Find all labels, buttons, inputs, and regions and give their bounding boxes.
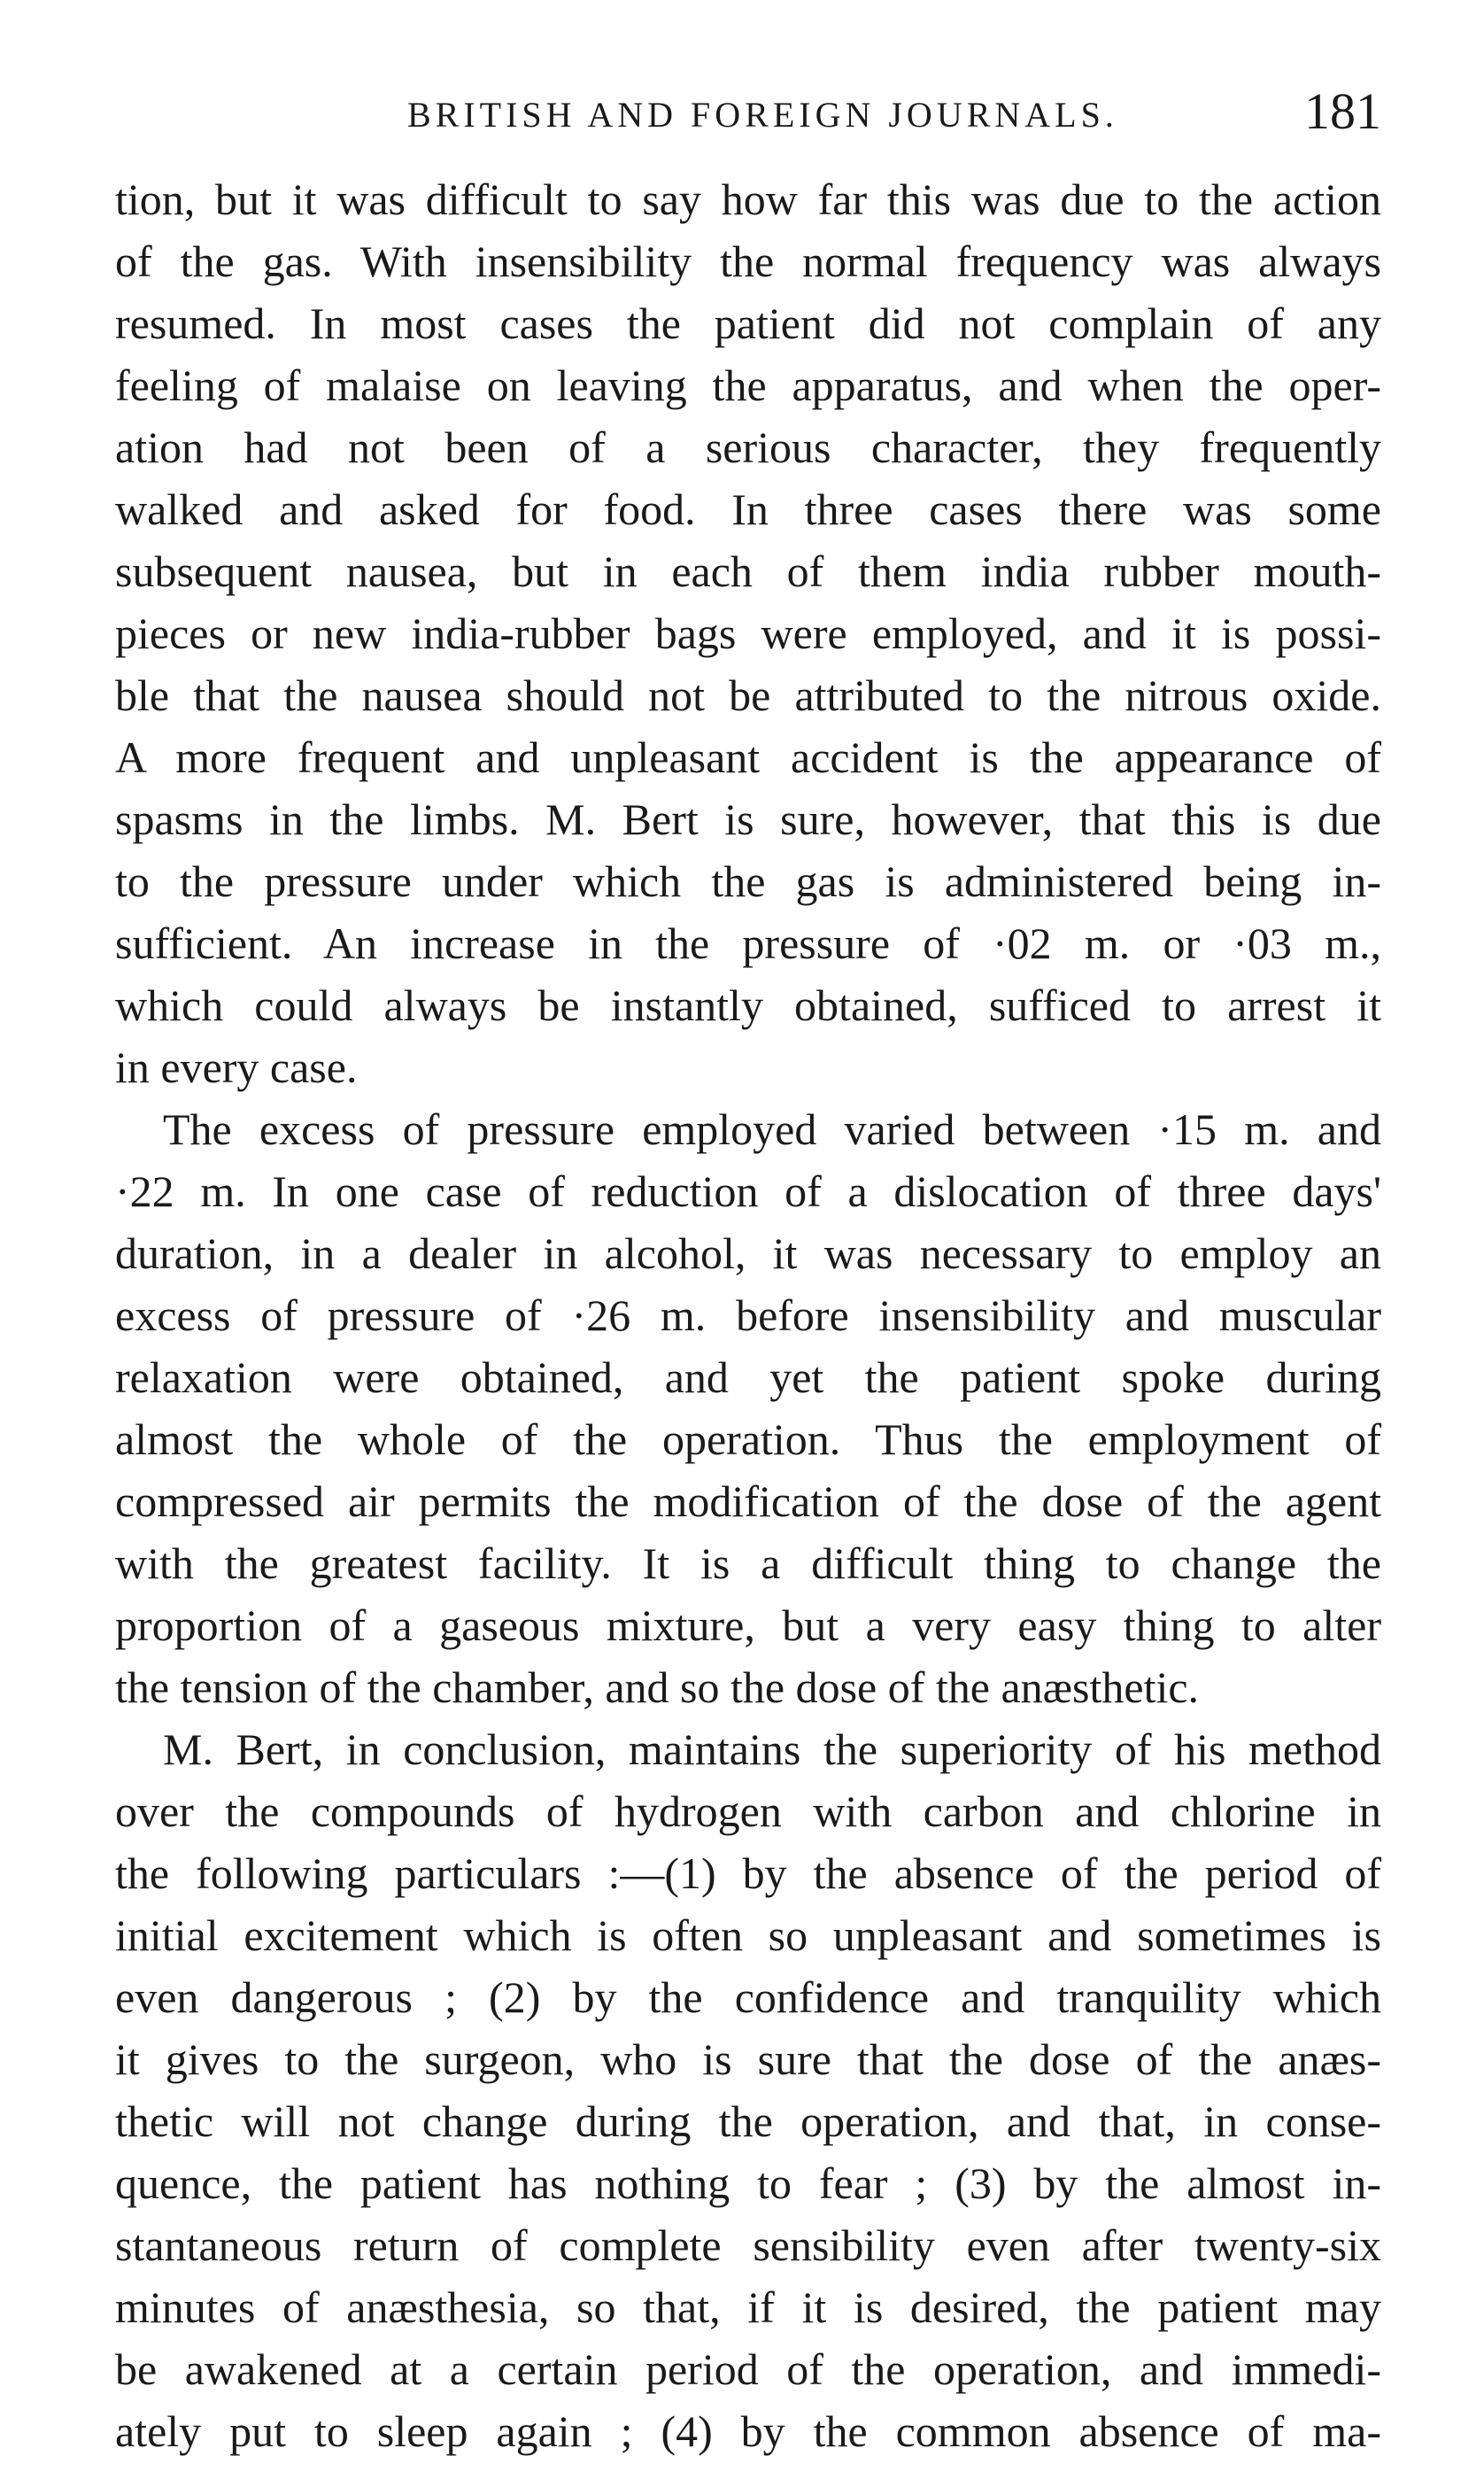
running-title: BRITISH AND FOREIGN JOURNALS. bbox=[407, 95, 1118, 135]
text-line: feeling of malaise on leaving the apparatus, and when the oper- bbox=[115, 360, 1381, 410]
text-line: pieces or new india-rubber bags were employed, and it is possi- bbox=[115, 608, 1381, 658]
paragraph-2 bbox=[115, 1098, 1381, 1718]
page-number: 181 bbox=[1304, 82, 1381, 140]
text-line: M. Bert, in conclusion, maintains the superiority of his method bbox=[163, 1724, 1381, 1774]
text-line: which could always be instantly obtained, sufficed to arrest it bbox=[115, 980, 1381, 1030]
text-line: The excess of pressure employed varied between ·15 m. and bbox=[163, 1104, 1381, 1154]
text-line: ation had not been of a serious character, they frequently bbox=[115, 422, 1381, 472]
text-line: thetic will not change during the operation, and that, in conse- bbox=[115, 2096, 1381, 2146]
text-line: the tension of the chamber, and so the dose of the anæsthetic. bbox=[115, 1662, 1200, 1712]
text-line: be awakened at a certain period of the operation, and immedi- bbox=[115, 2344, 1381, 2394]
text-line: of the gas. With insensibility the normal frequency was always bbox=[115, 236, 1381, 286]
text-line: A more frequent and unpleasant accident is the appearance of bbox=[115, 732, 1381, 782]
text-line: relaxation were obtained, and yet the patient spoke during bbox=[115, 1352, 1381, 1402]
text-line: initial excitement which is often so unpleasant and sometimes is bbox=[115, 1910, 1381, 1960]
text-line: resumed. In most cases the patient did not complain of any bbox=[115, 298, 1381, 348]
text-line: stantaneous return of complete sensibility even after twenty-six bbox=[115, 2220, 1381, 2270]
text-line: ·22 m. In one case of reduction of a dislocation of three days' bbox=[115, 1166, 1381, 1216]
text-line: compressed air permits the modification of the dose of the agent bbox=[115, 1476, 1381, 1526]
text-line: walked and asked for food. In three cases there was some bbox=[115, 484, 1381, 534]
running-head bbox=[115, 81, 1381, 143]
paragraph-1 bbox=[115, 168, 1381, 1098]
paragraph-3 bbox=[115, 1718, 1381, 2462]
text-line: ble that the nausea should not be attributed to the nitrous oxide. bbox=[115, 670, 1381, 720]
text-line: sufficient. An increase in the pressure of ·02 m. or ·03 m., bbox=[115, 918, 1381, 968]
text-line: in every case. bbox=[115, 1042, 358, 1092]
text-line: proportion of a gaseous mixture, but a very easy thing to alter bbox=[115, 1600, 1381, 1650]
text-line: spasms in the limbs. M. Bert is sure, however, that this is due bbox=[115, 794, 1381, 844]
text-line: tion, but it was difficult to say how far this was due to the action bbox=[115, 174, 1381, 224]
text-line: over the compounds of hydrogen with carbon and chlorine in bbox=[115, 1786, 1381, 1836]
text-line: the following particulars :—(1) by the absence of the period of bbox=[115, 1848, 1381, 1898]
text-line: subsequent nausea, but in each of them india rubber mouth- bbox=[115, 546, 1381, 596]
text-line: with the greatest facility. It is a difficult thing to change the bbox=[115, 1538, 1381, 1588]
text-line: almost the whole of the operation. Thus the employment of bbox=[115, 1414, 1381, 1464]
body-text bbox=[115, 168, 1381, 2462]
text-line: minutes of anæsthesia, so that, if it is desired, the patient may bbox=[115, 2282, 1381, 2332]
text-line: it gives to the surgeon, who is sure that the dose of the anæs- bbox=[115, 2034, 1381, 2084]
text-line: quence, the patient has nothing to fear ; (3) by the almost in- bbox=[115, 2158, 1381, 2208]
text-line: ately put to sleep again ; (4) by the common absence of ma- bbox=[115, 2406, 1381, 2456]
text-line: duration, in a dealer in alcohol, it was necessary to employ an bbox=[115, 1228, 1381, 1278]
text-line: excess of pressure of ·26 m. before insensibility and muscular bbox=[115, 1290, 1381, 1340]
text-line: even dangerous ; (2) by the confidence and tranquility which bbox=[115, 1972, 1381, 2022]
text-line: to the pressure under which the gas is administered being in- bbox=[115, 856, 1381, 906]
